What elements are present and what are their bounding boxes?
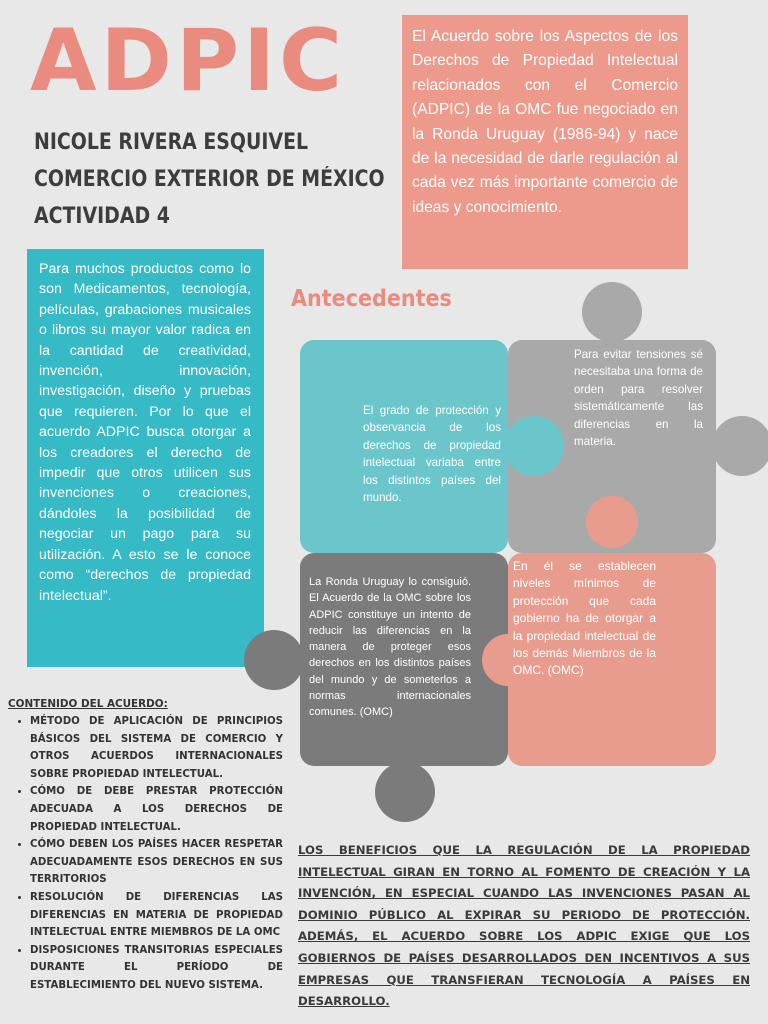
contenido-section [8,698,283,995]
list-item: • DISPOSICIONES TRANSITORIAS ESPECIALES DURANTE EL PERÍODO DE ESTABLECIMIENTO DEL NUEVO SISTEMA. [30,942,283,995]
activity-label: ACTIVIDAD 4 [34,204,170,229]
puzzle-tab-top-salmon [586,496,638,548]
list-item: • RESOLUCIÓN DE DIFERENCIAS LAS DIFERENCIAS EN MATERIA DE PROPIEDAD INTELECTUAL ENTRE MIEMBROS DE LA OMC [30,889,283,942]
document-title: ADPIC [30,11,347,111]
intro-text: El Acuerdo sobre los Aspectos de los Derechos de Propiedad Intelectual relacionados con el Comercio (ADPIC) de la OMC fue negociado en la Ronda Uruguay (1986-94) y nace de la necesidad de darle regulación al cada vez más importante comercio de ideas y conocimiento. [412,28,678,216]
list-item: • CÓMO DE DEBE PRESTAR PROTECCIÓN ADECUADA A LOS DERECHOS DE PROPIEDAD INTELECTUAL. [30,783,283,836]
course-name: COMERCIO EXTERIOR DE MÉXICO [34,167,385,192]
antecedente-4: En él se establecen niveles mínimos de protección que cada gobierno ha de otorgar a la propiedad intelectual de los demás Miembros de la OMC. (OMC) [513,559,656,678]
contenido-title: CONTENIDO DEL ACUERDO: [8,698,168,710]
contenido-list [8,713,283,995]
list-item: • MÉTODO DE APLICACIÓN DE PRINCIPIOS BÁSICOS DEL SISTEMA DE COMERCIO Y OTROS ACUERDOS INTERNACIONALES SOBRE PROPIEDAD INTELECTUAL. [30,713,283,783]
definition-text: Para muchos productos como lo son Medicamentos, tecnología, películas, grabaciones musicales o libros su mayor valor radica en la cantidad de creatividad, invención, innovación, investigación, diseño y pruebas que requieren. Por lo que el acuerdo ADPIC busca otorgar a los creadores el derecho de impedir que otros utilicen sus invenciones o creaciones, dándoles la posibilidad de negociar un pago para su utilización. A esto se le conoce como “derechos de propiedad intelectual”. [39,261,251,604]
antecedentes-heading: Antecedentes [291,286,452,312]
antecedente-2: Para evitar tensiones sé necesitaba una forma de orden para resolver sistemáticamente las diferencias en la materia. [574,348,703,449]
antecedente-3: La Ronda Uruguay lo consiguió. El Acuerdo de la OMC sobre los ADPIC constituye un intento de reducir las diferencias en la manera de proteger esos derechos en los distintos países del mundo y de someterlos a normas internacionales comunes. (OMC) [309,576,471,719]
antecedente-1: El grado de protección y observancia de los derechos de propiedad intelectual variaba entre los distintos países del mundo. [363,404,501,505]
beneficios-paragraph: LOS BENEFICIOS QUE LA REGULACIÓN DE LA PROPIEDAD INTELECTUAL GIRAN EN TORNO AL FOMENTO DE CREACIÓN Y LA INVENCIÓN, EN ESPECIAL CUANDO LAS INVENCIONES PASAN AL DOMINIO PÚBLICO AL EXPIRAR SU PERIODO DE PROTECCIÓN. ADEMÁS, EL ACUERDO SOBRE LOS ADPIC EXIGE QUE LOS GOBIERNOS DE PAÍSES DESARROLLADOS DEN INCENTIVOS A SUS EMPRESAS QUE TRANSFIERAN TECNOLOGÍA A PAÍSES EN DESARROLLO. [298,843,750,1009]
author-name: NICOLE RIVERA ESQUIVEL [34,130,309,155]
list-item: • CÓMO DEBEN LOS PAÍSES HACER RESPETAR ADECUADAMENTE ESOS DERECHOS EN SUS TERRITORIOS [30,836,283,889]
